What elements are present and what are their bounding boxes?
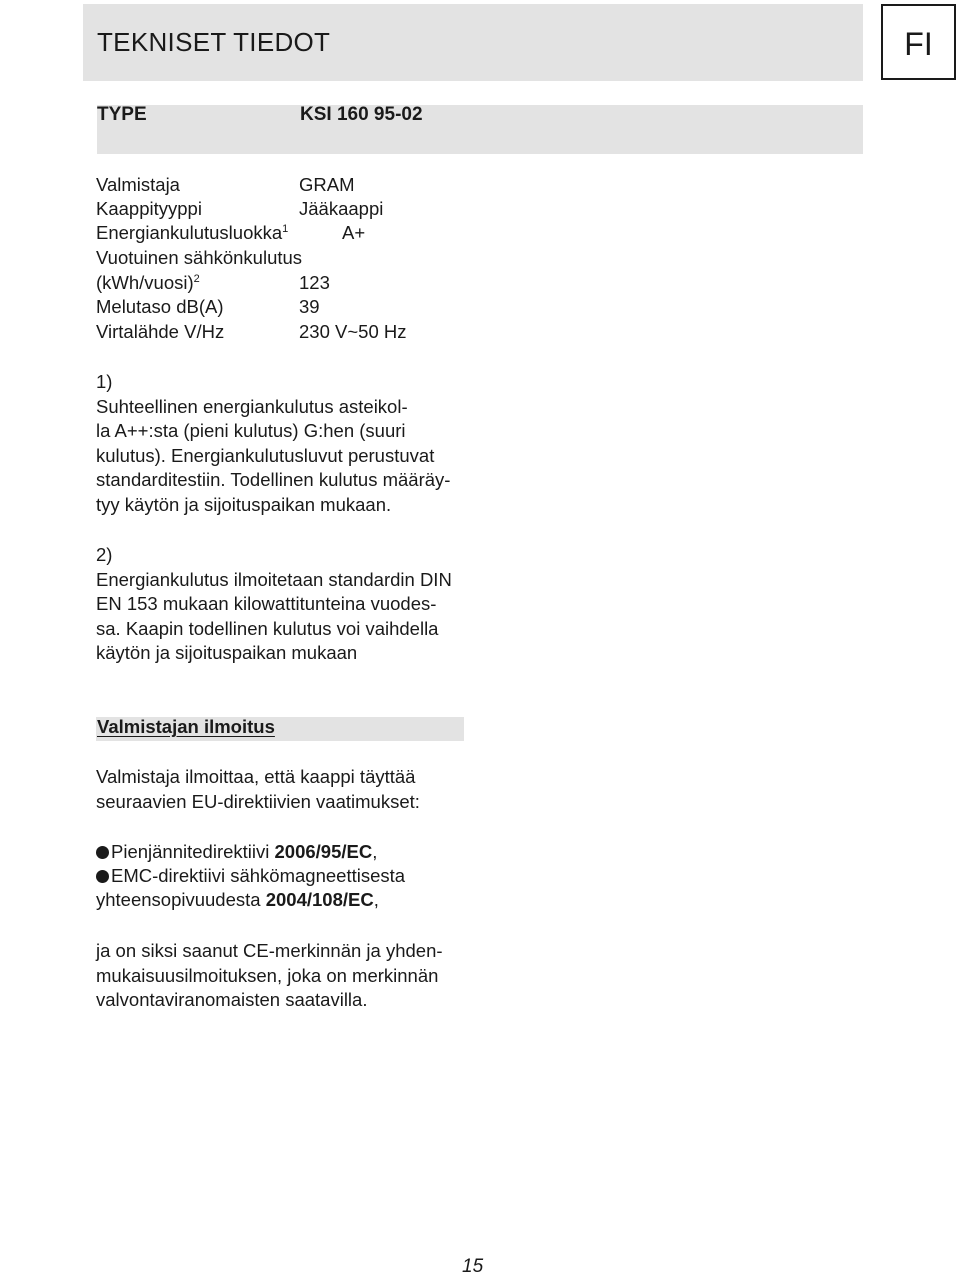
declaration-closing-line: valvontaviranomaisten saatavilla. [96, 989, 368, 1010]
declaration-closing-line: ja on siksi saanut CE-merkinnän ja yhden- [96, 940, 443, 961]
annual-consumption-label: Vuotuinen sähkönkulutus [96, 247, 303, 268]
footnote-1 [96, 370, 450, 517]
footnote-2-line: Energiankulutus ilmoitetaan standardin DIN [96, 568, 452, 590]
footnote-2-line: EN 153 mukaan kilowattitunteina vuodes- [96, 593, 437, 614]
directive-punct: , [372, 841, 378, 862]
type-label: TYPE [97, 104, 147, 125]
footnote-1-line: Suhteellinen energiankulutus asteikol- [96, 395, 408, 417]
footnote-1-line: la A++:sta (pieni kulutus) G:hen (suuri [96, 420, 406, 441]
footnote-1-line: tyy käytön ja sijoituspaikan mukaan. [96, 493, 392, 515]
footnote-2-line: käytön ja sijoituspaikan mukaan [96, 642, 358, 663]
type-bar [97, 105, 863, 154]
bullet-icon [96, 870, 109, 883]
directive-name: Pienjännitedirektiivi [111, 841, 275, 862]
annual-consumption-unit-text: (kWh/vuosi) [96, 272, 194, 293]
power-label: Virtalähde V/Hz [96, 321, 225, 342]
energy-class-label [96, 221, 288, 245]
directive-code: 2004/108/EC [265, 889, 374, 910]
manufacturer-label: Valmistaja [96, 174, 180, 195]
type-value: KSI 160 95-02 [300, 104, 423, 125]
annual-consumption-unit [96, 271, 200, 295]
footnote-2 [96, 543, 452, 666]
footnote-ref-1: 1 [282, 223, 289, 235]
energy-class-value: A+ [342, 222, 366, 243]
page-title: TEKNISET TIEDOT [97, 27, 331, 57]
language-badge [881, 4, 956, 80]
power-value: 230 V~50 Hz [299, 321, 407, 342]
noise-label: Melutaso dB(A) [96, 296, 224, 317]
declaration-closing-line: mukaisuusilmoituksen, joka on merkinnän [96, 964, 439, 986]
declaration-intro-line: Valmistaja ilmoittaa, että kaappi täyttää [96, 766, 416, 787]
manufacturer-value: GRAM [299, 174, 355, 195]
declaration-intro [96, 765, 420, 814]
footnote-2-line: 2) [96, 544, 113, 565]
footnote-1-line: kulutus). Energiankulutusluvut perustuvat [96, 444, 435, 466]
section-title: Valmistajan ilmoitus [97, 716, 275, 737]
footnote-2-line: sa. Kaapin todellinen kulutus voi vaihdella [96, 617, 439, 639]
directive-code: 2006/95/EC [274, 841, 373, 862]
directive-item-emc [96, 864, 405, 888]
directive-item-low-voltage [96, 840, 377, 864]
directive-punct: , [373, 889, 379, 910]
energy-class-label-text: Energiankulutusluokka [96, 222, 283, 243]
language-code: FI [904, 26, 933, 62]
cabinet-value: Jääkaappi [299, 198, 384, 219]
annual-consumption-value: 123 [299, 272, 330, 293]
declaration-closing [96, 939, 443, 1013]
declaration-intro-line: seuraavien EU-direktiivien vaatimukset: [96, 790, 420, 812]
noise-value: 39 [299, 296, 320, 317]
directive-name-cont: yhteensopivuudesta [96, 889, 266, 910]
footnote-ref-2: 2 [193, 273, 200, 285]
bullet-icon [96, 846, 109, 859]
page-number: 15 [462, 1256, 484, 1277]
directive-item-emc-cont [96, 888, 379, 912]
footnote-1-line: standarditestiin. Todellinen kulutus määräy- [96, 469, 451, 490]
footnote-1-line: 1) [96, 371, 113, 392]
cabinet-label: Kaappityyppi [96, 198, 202, 219]
directive-name: EMC-direktiivi sähkömagneettisesta [111, 865, 406, 886]
